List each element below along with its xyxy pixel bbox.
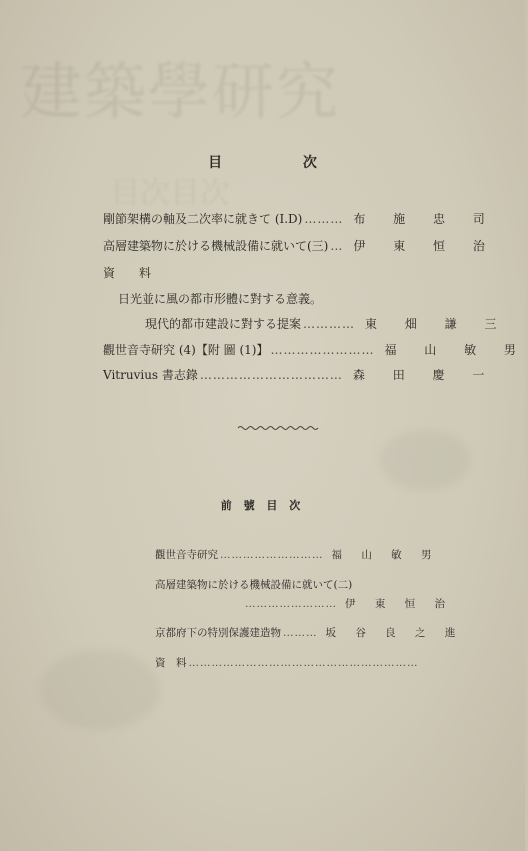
wavy-divider <box>238 424 318 432</box>
toc-subentry: 日光並に風の都市形體に對する意義。 <box>118 292 323 306</box>
toc-entry-title: 高層建築物に於ける機械設備に就いて(三) <box>103 239 329 253</box>
leader-dots: …………………… <box>245 598 337 610</box>
toc-entry <box>103 341 528 358</box>
toc-title: 目 次 <box>208 155 355 171</box>
leader-dots: ……… <box>283 627 318 639</box>
toc-entry-author: 伊 東 恒 治 <box>353 239 497 253</box>
toc-entry-title: 觀世音寺研究 (4)【附 圖 (1)】 <box>103 343 269 357</box>
toc-entry-author: 福 山 敏 男 <box>384 343 528 357</box>
toc-entry <box>103 366 497 383</box>
show-through-title: 建築學研究 <box>20 55 341 128</box>
leader-dots: …………………… <box>270 343 375 357</box>
show-through-text: 目次目次 <box>110 176 230 211</box>
previous-entry <box>155 655 419 670</box>
toc-entry-author: 森 田 慶 一 <box>352 368 497 382</box>
previous-entry-title: 觀世音寺研究 <box>155 549 218 561</box>
toc-entry-author: 布 施 忠 司 <box>353 212 497 226</box>
previous-entry-title: 京都府下の特別保護建造物 <box>155 627 281 639</box>
previous-issue-title: 前 號 目 次 <box>220 499 305 512</box>
leader-dots: …………………………… <box>199 368 343 382</box>
previous-entry-author: 伊 東 恒 治 <box>345 598 454 610</box>
leader-dots: …………………………………………………… <box>188 657 419 669</box>
toc-entry-author: 東 畑 謙 三 <box>365 317 509 331</box>
previous-entry-author: 坂 谷 良 之 進 <box>325 627 464 639</box>
previous-entry <box>155 625 464 640</box>
toc-entry <box>145 315 509 332</box>
toc-entry <box>103 210 497 227</box>
leader-dots: ……… <box>304 212 344 226</box>
toc-entry-title: 現代的都市建設に對する提案 <box>145 317 302 331</box>
leader-dots: … <box>330 239 344 253</box>
toc-entry-title: 剛節架構の軸及二次率に就きて (I.D) <box>103 212 303 226</box>
previous-entry <box>243 596 454 611</box>
previous-entry-author: 福 山 敏 男 <box>331 549 440 561</box>
previous-entry-title: 資 料 <box>155 657 187 669</box>
previous-entry-title: 高層建築物に於ける機械設備に就いて(二) <box>155 579 353 591</box>
toc-entry-title: Vitruvius 書志錄 <box>103 368 198 382</box>
toc-entry <box>103 237 497 254</box>
toc-section-heading: 資 料 <box>103 266 152 280</box>
previous-entry <box>155 547 440 562</box>
leader-dots: ………… <box>303 317 356 331</box>
leader-dots: ……………………… <box>220 549 324 561</box>
